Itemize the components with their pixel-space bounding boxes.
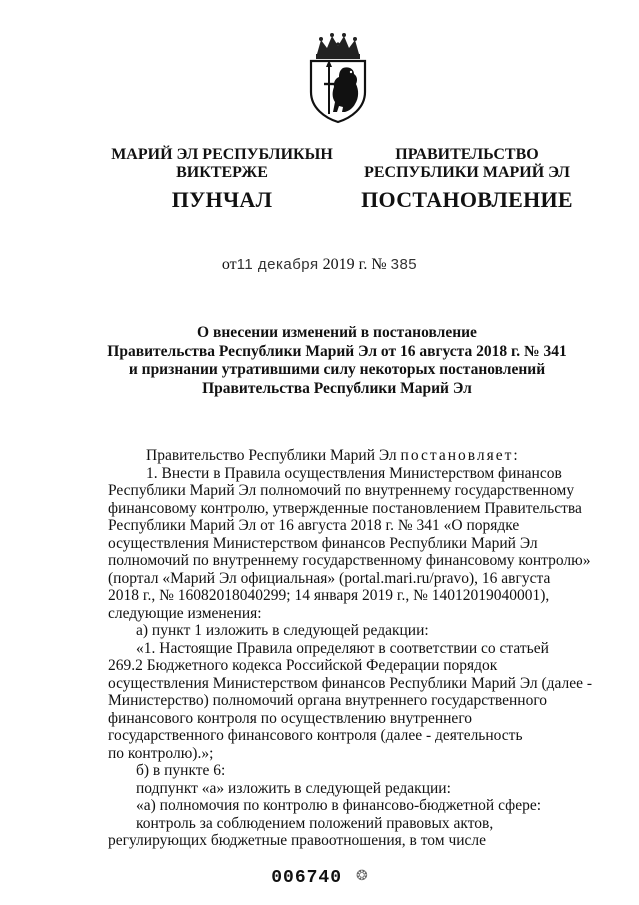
body-line [108, 674, 593, 693]
body-text: подпункт «а» изложить в следующей редакции: [136, 779, 451, 797]
body-text: финансовому контролю, утвержденные постановлением Правительства [108, 499, 582, 517]
body-text: контроль за соблюдением положений правовых актов, [136, 814, 494, 832]
body-text: следующие изменения: [108, 604, 262, 622]
document-title [96, 324, 578, 398]
body-line [108, 570, 582, 588]
body-text: 269.2 Бюджетного кодекса Российской Федерации порядок [108, 657, 498, 674]
body-text: осуществления Министерством финансов Республики Марий Эл [108, 534, 538, 552]
title-line: Правительства Республики Марий Эл [202, 379, 472, 397]
body-line [108, 745, 582, 763]
body-text: «1. Настоящие Правила определяют в соответствии со статьей [136, 639, 549, 657]
date-year: 2019 г. № [318, 256, 387, 273]
body-line [108, 797, 582, 815]
page-footer [0, 868, 639, 888]
body-line [108, 517, 582, 535]
body-line [108, 640, 582, 658]
body-text: б) в пункте 6: [136, 762, 226, 779]
body-line [108, 710, 582, 728]
document-number: 385 [390, 256, 418, 273]
body-line [108, 552, 591, 570]
body-text-spaced: постановляет: [400, 447, 520, 464]
body-text: 2018 г., № 16082018040299; 14 января 2019 г., № 14012019040001), [108, 587, 550, 604]
body-line [108, 465, 582, 483]
date-prefix: от [221, 256, 237, 273]
body-line [108, 692, 582, 710]
body-text: «а) полномочия по контролю в финансово-бюджетной сфере: [136, 797, 542, 814]
coat-of-arms-emblem [299, 32, 377, 124]
document-body [108, 447, 593, 850]
date-line [0, 256, 639, 274]
body-text: полномочий по внутреннему государственному финансовому контролю» [108, 552, 591, 569]
body-line [108, 535, 582, 553]
body-line [108, 815, 582, 833]
body-line [108, 727, 582, 745]
header-right-line-2: РЕСПУБЛИКИ МАРИЙ ЭЛ [364, 164, 570, 181]
body-line [108, 762, 582, 780]
body-text: Правительство Республики Марий Эл [146, 447, 397, 464]
body-line [108, 482, 582, 500]
body-text: финансового контроля по осуществлению внутреннего [108, 709, 473, 727]
body-text: по контролю).»; [108, 744, 214, 762]
body-line [108, 605, 582, 623]
date-value: 11 декабря [236, 256, 319, 273]
body-line [108, 622, 582, 640]
body-text: Министерство) полномочий органа внутреннего государственного [108, 692, 548, 709]
rosette-mark: ❂ [356, 869, 368, 884]
body-text: (портал «Марий Эл официальная» (portal.mari.ru/pravo), 16 августа [108, 569, 551, 587]
serial-number: 006740 [271, 868, 343, 888]
body-line [108, 500, 582, 518]
header-left-line-1: МАРИЙ ЭЛ РЕСПУБЛИКЫН [111, 146, 333, 163]
title-line: О внесении изменений в постановление [197, 324, 477, 341]
body-text: Республики Марий Эл полномочий по внутреннему государственному [108, 482, 575, 499]
body-text: государственного финансового контроля (далее - деятельность [108, 727, 523, 744]
body-text: а) пункт 1 изложить в следующей редакции: [136, 622, 429, 639]
body-text: осуществления Министерством финансов Республики Марий Эл (далее - [108, 674, 593, 692]
body-text: Республики Марий Эл от 16 августа 2018 г. № 341 «О порядке [108, 517, 520, 534]
body-text: 1. Внести в Правила осуществления Министерством финансов [146, 464, 562, 482]
body-line [108, 447, 582, 465]
header-right-line-1: ПРАВИТЕЛЬСТВО [395, 146, 539, 163]
title-line: Правительства Республики Марий Эл от 16 августа 2018 г. № 341 [107, 342, 567, 360]
body-line [108, 780, 582, 798]
body-line [108, 657, 582, 675]
body-text: регулирующих бюджетные правоотношения, в том числе [108, 832, 487, 849]
body-line [108, 587, 582, 605]
header-left-title: ПУНЧАЛ [171, 187, 273, 212]
header-right-title: ПОСТАНОВЛЕНИЕ [361, 187, 573, 212]
body-line [108, 832, 582, 850]
header-left-line-2: ВИКТЕРЖЕ [176, 164, 268, 181]
title-line: и признании утратившими силу некоторых постановлений [128, 361, 546, 378]
